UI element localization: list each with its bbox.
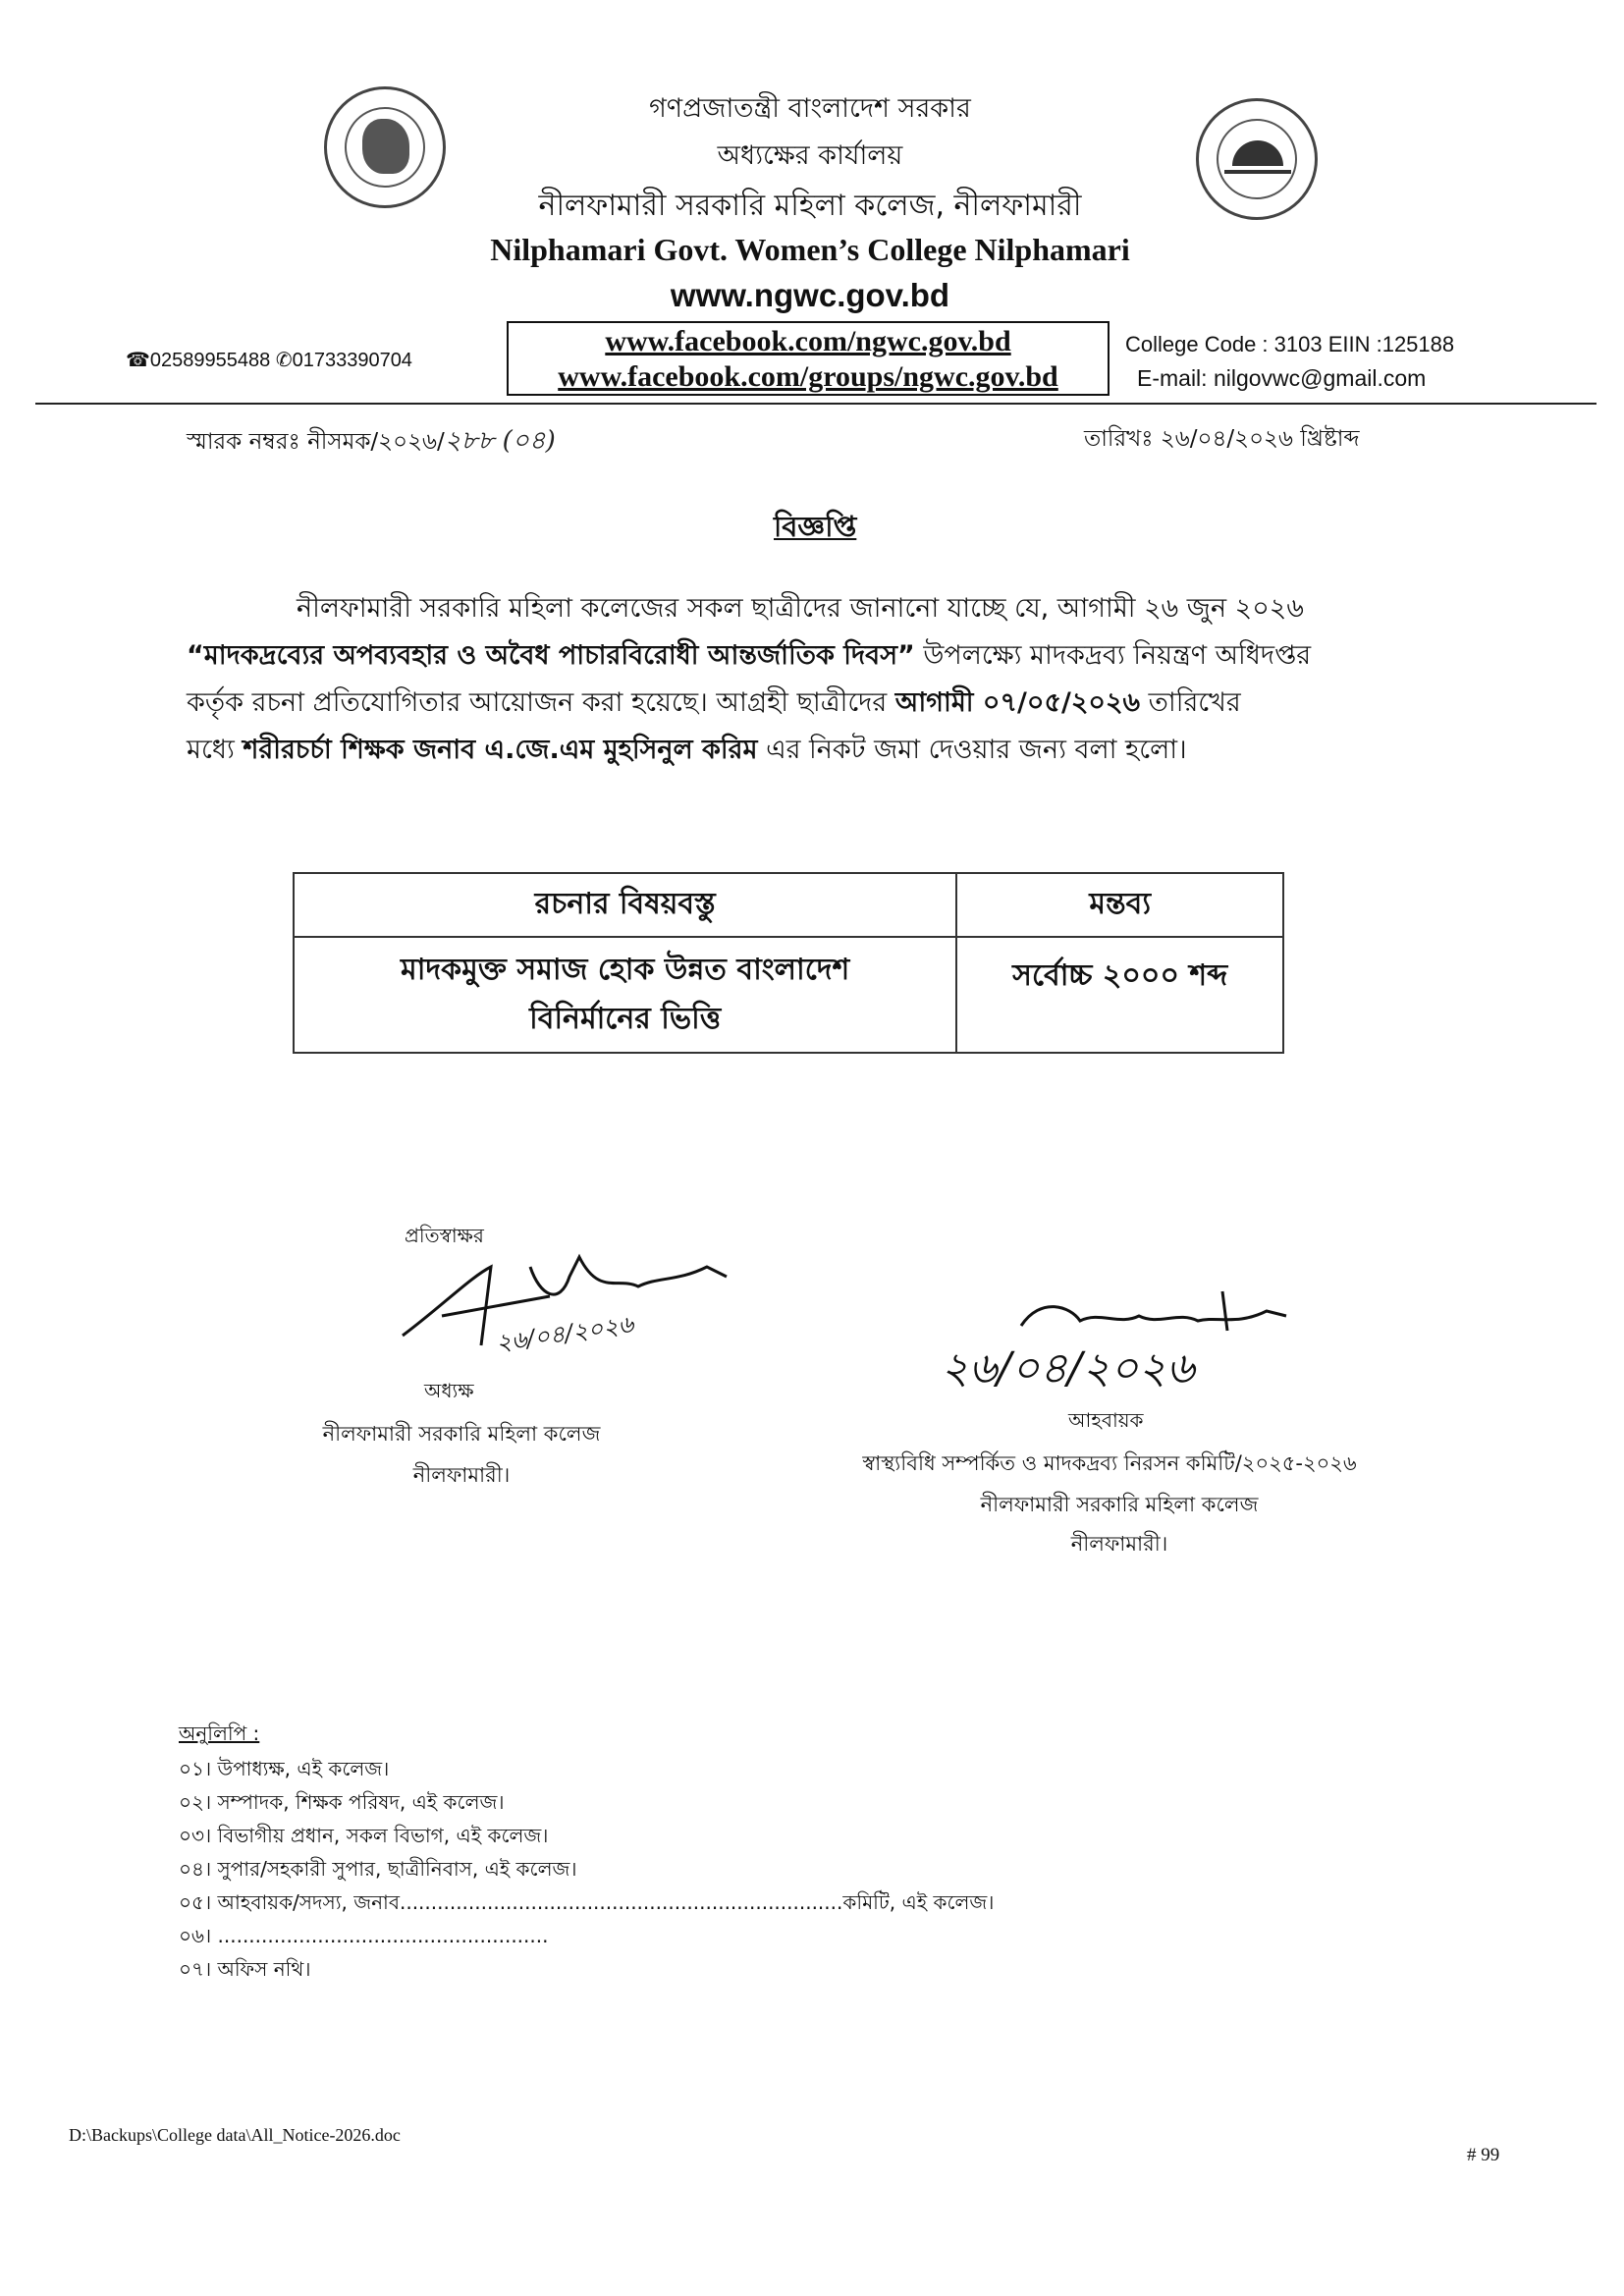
notice-line-1: নীলফামারী সরকারি মহিলা কলেজের সকল ছাত্রীদের জানানো যাচ্ছে যে, আগামী ২৬ জুন ২০২৬ <box>297 593 1304 624</box>
government-seal-logo <box>324 86 446 208</box>
principal-title: অধ্যক্ষ <box>424 1379 474 1402</box>
list-item: ০৬। ..................................................... <box>179 1924 549 1947</box>
convener-title: আহবায়ক <box>1068 1408 1144 1432</box>
bangladesh-map-emblem <box>362 119 409 174</box>
memo-number <box>187 420 556 464</box>
list-item: ০৫। আহবায়ক/সদস্য, জনাব.......................................................................কমিটি, এই কলেজ। <box>179 1890 995 1914</box>
social-links-box <box>507 321 1110 396</box>
phone-numbers: ☎02589955488 ✆01733390704 <box>126 350 412 371</box>
website-link[interactable]: www.ngwc.gov.bd <box>670 277 950 313</box>
memo-number-label: স্মারক নম্বরঃ নীসমক/২০২৬/ <box>187 429 445 455</box>
observance-day-name: “মাদকদ্রব্যের অপব্যবহার ও অবৈধ পাচারবিরোধী আন্তর্জাতিক দিবস” <box>187 640 915 671</box>
convener-org: নীলফামারী সরকারি মহিলা কলেজ <box>980 1493 1259 1516</box>
college-name-bn: নীলফামারী সরকারি মহিলা কলেজ, নীলফামারী <box>538 189 1082 223</box>
notice-line-2: “মাদকদ্রব্যের অপব্যবহার ও অবৈধ পাচারবিরোধী আন্তর্জাতিক দিবস” উপলক্ষ্যে মাদকদ্রব্য নিয়ন্ত্রণ অধিদপ্তর <box>187 640 1312 671</box>
principal-place: নীলফামারী। <box>412 1463 511 1487</box>
convener-place: নীলফামারী। <box>1070 1532 1168 1556</box>
convener-signature-date: ২৬/০৪/২০২৬ <box>941 1343 1195 1394</box>
countersign-label: প্রতিস্বাক্ষর <box>405 1224 484 1247</box>
table-cell-remark: সর্বোচ্চ ২০০০ শব্দ <box>956 937 1283 1053</box>
header-divider <box>35 403 1597 405</box>
college-code: College Code : 3103 EIIN :125188 <box>1125 332 1455 356</box>
principal-signature-date: ২৬/০৪/২০২৬ <box>494 1310 635 1357</box>
notice-body <box>187 585 1473 774</box>
notice-title: বিজ্ঞপ্তি <box>774 510 857 543</box>
college-seal-logo <box>1196 98 1318 220</box>
list-item: ০৩। বিভাগীয় প্রধান, সকল বিভাগ, এই কলেজ। <box>179 1824 549 1847</box>
table-header-subject: রচনার বিষয়বস্তু <box>294 873 956 937</box>
notice-line-3: কর্তৃক রচনা প্রতিযোগিতার আয়োজন করা হয়েছে। আগ্রহী ছাত্রীদের আগামী ০৭/০৫/২০২৬ তারিখের <box>187 687 1241 718</box>
list-item: ০১। উপাধ্যক্ষ, এই কলেজ। <box>179 1757 390 1780</box>
table-row <box>294 937 1283 1053</box>
facebook-group-link[interactable]: www.facebook.com/groups/ngwc.gov.bd <box>558 360 1058 393</box>
memo-handwritten-number: ২৮৮ (০৪) <box>444 426 556 456</box>
essay-topic-table <box>293 872 1284 1054</box>
list-item: ০৭। অফিস নথি। <box>179 1957 311 1981</box>
teacher-name: শরীরচর্চা শিক্ষক জনাব এ.জে.এম মুহসিনুল করিম <box>243 735 758 765</box>
college-name-en: Nilphamari Govt. Women’s College Nilphamari <box>490 232 1130 267</box>
table-header-row <box>294 873 1283 937</box>
copies-list <box>179 1752 994 1986</box>
list-item: ০২। সম্পাদক, শিক্ষক পরিষদ, এই কলেজ। <box>179 1790 505 1814</box>
file-path: D:\Backups\College data\All_Notice-2026.doc <box>69 2125 401 2145</box>
table-header-remark: মন্তব্য <box>956 873 1283 937</box>
copies-heading: অনুলিপি : <box>179 1722 260 1745</box>
notice-line-4: মধ্যে শরীরচর্চা শিক্ষক জনাব এ.জে.এম মুহসিনুল করিম এর নিকট জমা দেওয়ার জন্য বলা হলো। <box>187 735 1187 765</box>
list-item: ০৪। সুপার/সহকারী সুপার, ছাত্রীনিবাস, এই কলেজ। <box>179 1857 577 1881</box>
office-name: অধ্যক্ষের কার্যালয় <box>717 140 903 171</box>
principal-org: নীলফামারী সরকারি মহিলা কলেজ <box>322 1422 601 1446</box>
email-address: E-mail: nilgovwc@gmail.com <box>1137 365 1427 391</box>
memo-date: তারিখঃ ২৬/০৪/২০২৬ খ্রিষ্টাব্দ <box>1084 426 1360 452</box>
table-cell-subject: মাদকমুক্ত সমাজ হোক উন্নত বাংলাদেশ বিনির্মানের ভিত্তি <box>294 937 956 1053</box>
facebook-page-link[interactable]: www.facebook.com/ngwc.gov.bd <box>605 325 1011 357</box>
page-number: # 99 <box>1467 2145 1500 2165</box>
government-name: গণপ্রজাতন্ত্রী বাংলাদেশ সরকার <box>649 93 971 124</box>
deadline-date: আগামী ০৭/০৫/২০২৬ <box>894 687 1141 718</box>
committee-name: স্বাস্থ্যবিধি সম্পর্কিত ও মাদকদ্রব্য নিরসন কমিটি/২০২৫-২০২৬ <box>862 1451 1357 1475</box>
